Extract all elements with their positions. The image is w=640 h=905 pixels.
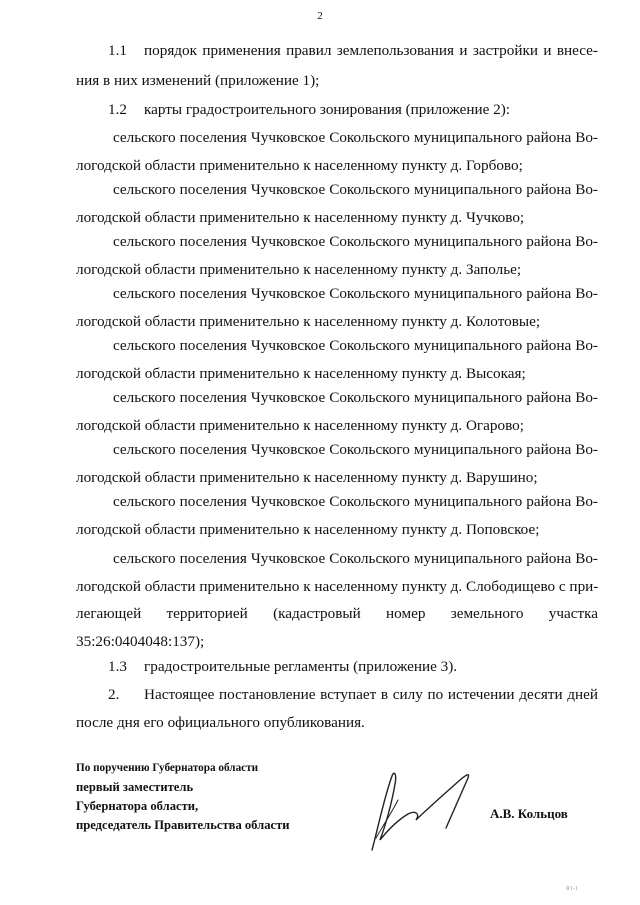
settlement-line-2: логодской области применительно к населенному пункту д. Поповское;	[76, 521, 540, 538]
settlement-line-2: логодской области применительно к населенному пункту д. Колотовые;	[76, 313, 541, 330]
settlement-line-1: сельского поселения Чучковское Сокольского муниципального района Во-	[113, 129, 598, 146]
settlement-last-line-2: логодской области применительно к населенному пункту д. Слободищево с при-	[76, 578, 599, 595]
handwritten-signature	[350, 758, 490, 858]
item-1-1-line-1: 1.1 порядок применения правил землепользования и застройки и внесе-	[108, 42, 598, 59]
settlement-line-1: сельского поселения Чучковское Сокольского муниципального района Во-	[113, 181, 598, 198]
signatory-line-4: председатель Правительства области	[76, 818, 290, 832]
footer-mark: R1-1	[566, 886, 578, 892]
item-1-3: 1.3 градостроительные регламенты (приложение 3).	[108, 658, 458, 675]
item-1-2: 1.2 карты градостроительного зонирования (приложение 2):	[108, 101, 511, 118]
settlement-last-line-1: сельского поселения Чучковское Сокольского муниципального района Во-	[113, 550, 598, 567]
settlement-last-line-4: 35:26:0404048:137);	[76, 633, 205, 650]
settlement-line-1: сельского поселения Чучковское Сокольского муниципального района Во-	[113, 233, 598, 250]
settlement-line-1: сельского поселения Чучковское Сокольского муниципального района Во-	[113, 285, 598, 302]
page-number: 2	[317, 10, 323, 22]
settlement-line-2: логодской области применительно к населенному пункту д. Огарово;	[76, 417, 524, 434]
settlement-line-1: сельского поселения Чучковское Сокольского муниципального района Во-	[113, 337, 598, 354]
item-2-line-1: 2. Настоящее постановление вступает в силу по истечении десяти дней	[108, 686, 598, 703]
signatory-line-3: Губернатора области,	[76, 799, 199, 813]
settlement-line-1: сельского поселения Чучковское Сокольского муниципального района Во-	[113, 389, 598, 406]
signatory-line-1: По поручению Губернатора области	[76, 762, 259, 774]
item-2-number: 2.	[108, 686, 120, 703]
signatory-title	[76, 759, 290, 835]
settlement-last-line-3: легающей территорией (кадастровый номер земельного участка	[76, 605, 598, 622]
settlement-line-2: логодской области применительно к населенному пункту д. Варушино;	[76, 469, 538, 486]
item-1-3-number: 1.3	[108, 658, 127, 675]
settlement-line-2: логодской области применительно к населенному пункту д. Горбово;	[76, 157, 523, 174]
item-2-line-2: после дня его официального опубликования.	[76, 714, 365, 731]
signatory-line-2: первый заместитель	[76, 780, 194, 794]
item-1-2-number: 1.2	[108, 101, 127, 118]
item-1-1-number: 1.1	[108, 42, 127, 59]
settlement-line-1: сельского поселения Чучковское Сокольского муниципального района Во-	[113, 441, 598, 458]
settlement-line-2: логодской области применительно к населенному пункту д. Заполье;	[76, 261, 522, 278]
signatory-name: А.В. Кольцов	[490, 806, 568, 821]
settlement-line-1: сельского поселения Чучковское Сокольского муниципального района Во-	[113, 493, 598, 510]
item-1-1-line-2: ния в них изменений (приложение 1);	[76, 72, 320, 89]
settlement-line-2: логодской области применительно к населенному пункту д. Чучково;	[76, 209, 525, 226]
settlement-line-2: логодской области применительно к населенному пункту д. Высокая;	[76, 365, 526, 382]
